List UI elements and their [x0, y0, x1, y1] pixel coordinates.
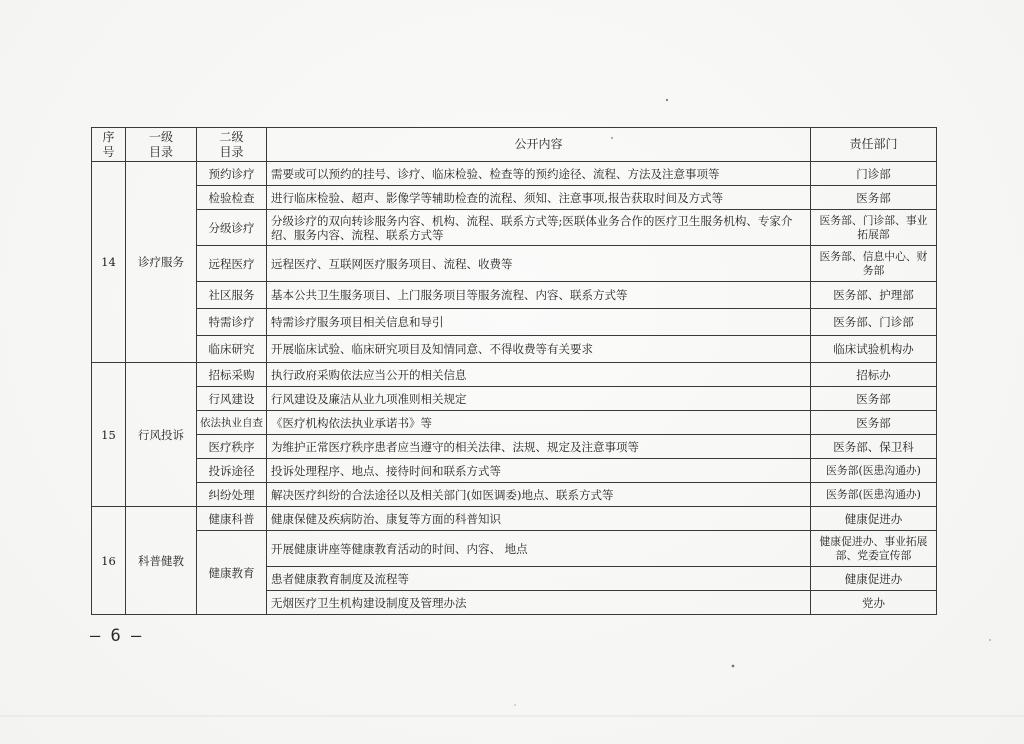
dept-cell: 医务部 — [811, 387, 937, 411]
sub-category: 健康科普 — [197, 507, 267, 531]
page-number: – 6 – — [90, 626, 142, 646]
dept-cell: 医务部、门诊部 — [811, 309, 937, 336]
group-number: 16 — [92, 507, 126, 615]
dept-cell: 健康促进办、事业拓展部、党委宣传部 — [811, 531, 937, 567]
sub-category: 招标采购 — [197, 363, 267, 387]
group-name: 行风投诉 — [126, 363, 197, 507]
table-row — [92, 246, 937, 282]
content-cell: 患者健康教育制度及流程等 — [267, 567, 811, 591]
disclosure-table — [91, 127, 937, 615]
table-row — [92, 210, 937, 246]
table-row — [92, 411, 937, 435]
dept-cell: 医务部、护理部 — [811, 282, 937, 309]
table-row — [92, 483, 937, 507]
dept-cell: 健康促进办 — [811, 567, 937, 591]
content-cell: 解决医疗纠纷的合法途径以及相关部门(如医调委)地点、联系方式等 — [267, 483, 811, 507]
sub-category: 分级诊疗 — [197, 210, 267, 246]
content-cell: 远程医疗、互联网医疗服务项目、流程、收费等 — [267, 246, 811, 282]
content-cell: 健康保健及疾病防治、康复等方面的科普知识 — [267, 507, 811, 531]
content-cell: 《医疗机构依法执业承诺书》等 — [267, 411, 811, 435]
header-content: 公开内容 — [267, 128, 811, 162]
sub-category: 社区服务 — [197, 282, 267, 309]
table-row — [92, 162, 937, 186]
sub-category: 检验检查 — [197, 186, 267, 210]
group-number: 15 — [92, 363, 126, 507]
sub-category: 健康教育 — [197, 531, 267, 615]
sub-category: 医疗秩序 — [197, 435, 267, 459]
sub-category: 纠纷处理 — [197, 483, 267, 507]
dept-cell: 党办 — [811, 591, 937, 615]
header-level1: 一级 目录 — [126, 128, 197, 162]
sub-category: 特需诊疗 — [197, 309, 267, 336]
group-number: 14 — [92, 162, 126, 363]
content-cell: 无烟医疗卫生机构建设制度及管理办法 — [267, 591, 811, 615]
table-row — [92, 309, 937, 336]
table-header-row — [92, 128, 937, 162]
dept-cell: 医务部(医患沟通办) — [811, 483, 937, 507]
dept-cell: 医务部 — [811, 186, 937, 210]
table-row — [92, 387, 937, 411]
sub-category: 依法执业自查 — [197, 411, 267, 435]
content-cell: 行风建设及廉洁从业九项准则相关规定 — [267, 387, 811, 411]
header-dept: 责任部门 — [811, 128, 937, 162]
dept-cell: 医务部、信息中心、财务部 — [811, 246, 937, 282]
dept-cell: 门诊部 — [811, 162, 937, 186]
dept-cell: 医务部 — [811, 411, 937, 435]
content-cell: 开展健康讲座等健康教育活动的时间、内容、 地点 — [267, 531, 811, 567]
content-cell: 特需诊疗服务项目相关信息和导引 — [267, 309, 811, 336]
content-cell: 开展临床试验、临床研究项目及知情同意、不得收费等有关要求 — [267, 336, 811, 363]
table-row — [92, 186, 937, 210]
content-cell: 需要或可以预约的挂号、诊疗、临床检验、检查等的预约途径、流程、方法及注意事项等 — [267, 162, 811, 186]
content-cell: 执行政府采购依法应当公开的相关信息 — [267, 363, 811, 387]
header-level2: 二级 目录 — [197, 128, 267, 162]
content-cell: 投诉处理程序、地点、接待时间和联系方式等 — [267, 459, 811, 483]
content-cell: 进行临床检验、超声、影像学等辅助检查的流程、须知、注意事项,报告获取时间及方式等 — [267, 186, 811, 210]
content-cell: 为维护正常医疗秩序患者应当遵守的相关法律、法规、规定及注意事项等 — [267, 435, 811, 459]
table-row — [92, 435, 937, 459]
sub-category: 行风建设 — [197, 387, 267, 411]
table-row — [92, 282, 937, 309]
dept-cell: 医务部、保卫科 — [811, 435, 937, 459]
sub-category: 投诉途径 — [197, 459, 267, 483]
group-name: 诊疗服务 — [126, 162, 197, 363]
content-cell: 基本公共卫生服务项目、上门服务项目等服务流程、内容、联系方式等 — [267, 282, 811, 309]
table-row — [92, 459, 937, 483]
dept-cell: 健康促进办 — [811, 507, 937, 531]
table-row — [92, 336, 937, 363]
dept-cell: 招标办 — [811, 363, 937, 387]
sub-category: 预约诊疗 — [197, 162, 267, 186]
dept-cell: 临床试验机构办 — [811, 336, 937, 363]
table-row — [92, 531, 937, 567]
table-row — [92, 507, 937, 531]
sub-category: 远程医疗 — [197, 246, 267, 282]
table-row — [92, 363, 937, 387]
group-name: 科普健教 — [126, 507, 197, 615]
dept-cell: 医务部、门诊部、事业拓展部 — [811, 210, 937, 246]
dept-cell: 医务部(医患沟通办) — [811, 459, 937, 483]
content-cell: 分级诊疗的双向转诊服务内容、机构、流程、联系方式等;医联体业务合作的医疗卫生服务机构、专家介绍、服务内容、流程、联系方式等 — [267, 210, 811, 246]
sub-category: 临床研究 — [197, 336, 267, 363]
header-seq: 序 号 — [92, 128, 126, 162]
